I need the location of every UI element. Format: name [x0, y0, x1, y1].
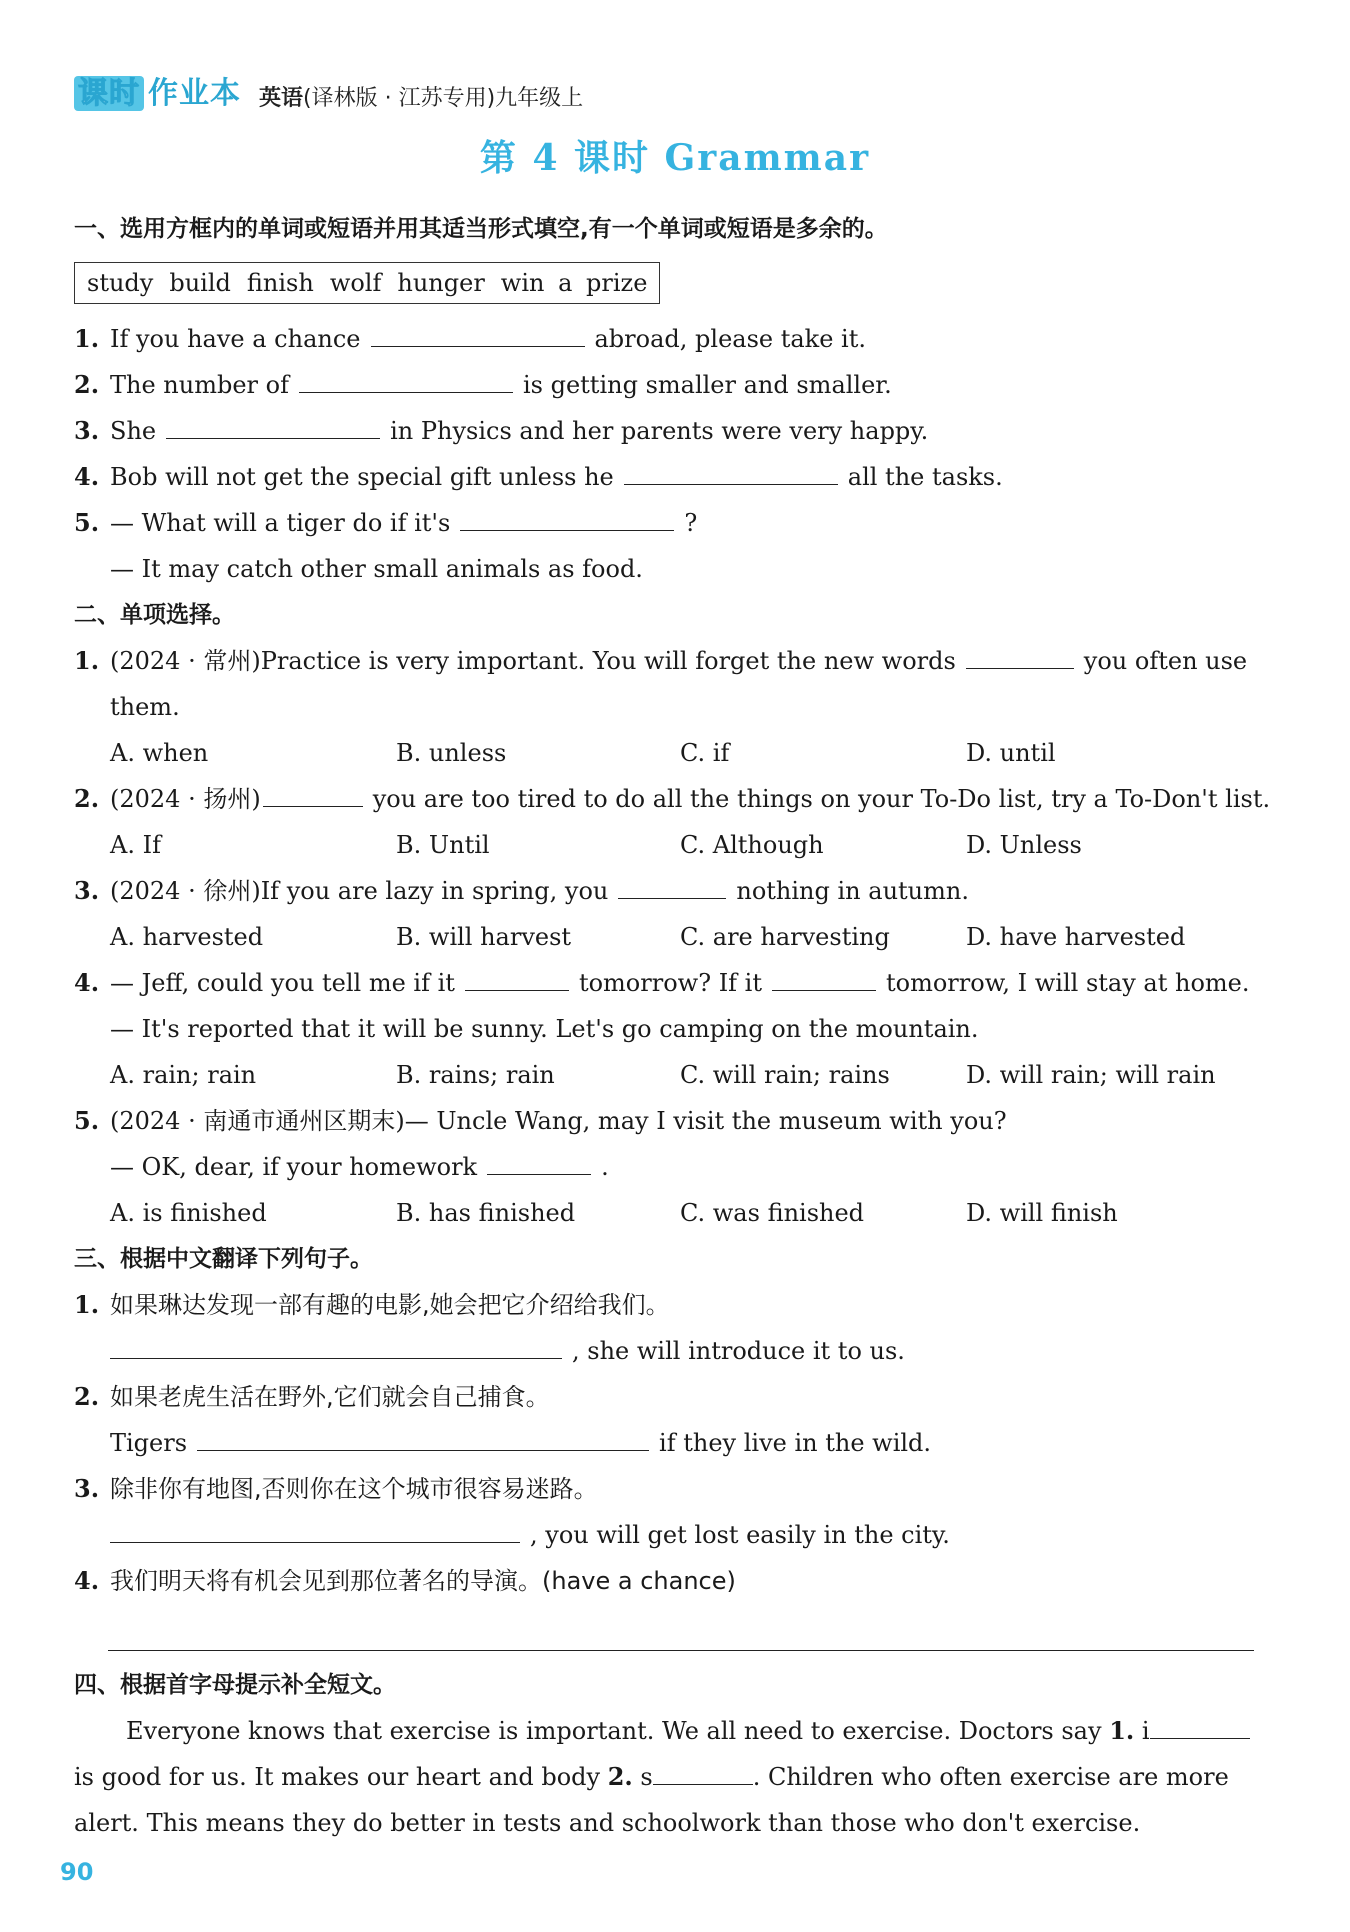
s3-item-2-cn: 2. 如果老虎生活在野外,它们就会自己捕食。: [74, 1382, 550, 1411]
page-title: 第 4 课时 Grammar: [479, 137, 871, 179]
answer-blank[interactable]: [263, 782, 363, 807]
source-tag: (2024 · 扬州): [110, 785, 261, 813]
s2-q1-cont: them.: [110, 693, 180, 721]
option-b[interactable]: B. Until: [396, 831, 490, 859]
s1-item-2: 2. The number of is getting smaller and smaller.: [74, 370, 892, 399]
passage: Everyone knows that exercise is important. We all need to exercise. Doctors say 1. i is good for us. It makes our heart and body 2. s . Children who often exercise are more alert. This means they do better in tests and schoolwork than those who don't exercise.: [74, 1708, 1254, 1846]
s1-item-1: 1. If you have a chance abroad, please take it.: [74, 324, 866, 353]
option-d[interactable]: D. have harvested: [966, 923, 1186, 951]
source-tag: (2024 · 南通市通州区期末): [110, 1107, 405, 1135]
option-a[interactable]: A. If: [110, 831, 161, 859]
option-b[interactable]: B. unless: [396, 739, 507, 767]
word-option: finish: [246, 269, 314, 297]
section1-heading: 一、选用方框内的单词或短语并用其适当形式填空,有一个单词或短语是多余的。: [74, 216, 888, 242]
answer-blank[interactable]: [487, 1150, 591, 1175]
s2-q5-reply: — OK, dear, if your homework .: [110, 1150, 609, 1184]
answer-blank[interactable]: [966, 644, 1074, 669]
s2-q5: 5. (2024 · 南通市通州区期末)— Uncle Wang, may I visit the museum with you?: [74, 1106, 1007, 1135]
word-option: win a prize: [500, 269, 648, 297]
word-option: hunger: [397, 269, 485, 297]
page-number: 90: [60, 1858, 94, 1886]
word-option: build: [169, 269, 231, 297]
option-d[interactable]: D. until: [966, 739, 1056, 767]
book-header: [74, 70, 583, 112]
s2-q1: 1. (2024 · 常州)Practice is very important. You will forget the new words you often use: [74, 646, 1248, 675]
answer-blank[interactable]: [299, 368, 513, 393]
option-a[interactable]: A. harvested: [110, 923, 264, 951]
s3-item-1-cn: 1. 如果琳达发现一部有趣的电影,她会把它介绍给我们。: [74, 1290, 670, 1319]
word-box: [74, 262, 660, 304]
option-c[interactable]: C. was finished: [680, 1199, 865, 1227]
option-b[interactable]: B. rains; rain: [396, 1061, 555, 1089]
answer-blank[interactable]: [166, 414, 380, 439]
option-a[interactable]: A. when: [110, 739, 209, 767]
answer-blank[interactable]: [460, 506, 674, 531]
s3-item-3-cn: 3. 除非你有地图,否则你在这个城市很容易迷路。: [74, 1474, 598, 1503]
answer-blank[interactable]: [624, 460, 838, 485]
s3-item-2-answer: Tigers if they live in the wild.: [110, 1426, 931, 1460]
brand-part2: 作业本: [148, 76, 241, 111]
section4-heading: 四、根据首字母提示补全短文。: [74, 1672, 396, 1698]
word-option: wolf: [329, 269, 382, 297]
passage-blank-2[interactable]: [653, 1760, 753, 1785]
answer-blank[interactable]: [772, 966, 876, 991]
s1-item-5-reply: — It may catch other small animals as food.: [110, 555, 643, 583]
section3-heading: 三、根据中文翻译下列句子。: [74, 1246, 373, 1272]
word-option: study: [87, 269, 154, 297]
s2-q4-reply: — It's reported that it will be sunny. Let's go camping on the mountain.: [110, 1015, 979, 1043]
section2-heading: 二、单项选择。: [74, 602, 235, 628]
option-a[interactable]: A. rain; rain: [110, 1061, 257, 1089]
source-tag: (2024 · 徐州): [110, 877, 261, 905]
translation-blank[interactable]: [110, 1334, 562, 1359]
option-b[interactable]: B. will harvest: [396, 923, 572, 951]
book-subtitle: [259, 81, 583, 112]
s2-q2: 2. (2024 · 扬州) you are too tired to do all the things on your To-Do list, try a To-Don't list.: [74, 784, 1271, 813]
subject: 英语: [259, 86, 304, 111]
option-a[interactable]: A. is finished: [110, 1199, 267, 1227]
option-d[interactable]: D. Unless: [966, 831, 1082, 859]
s1-item-4: 4. Bob will not get the special gift unless he all the tasks.: [74, 462, 1003, 491]
s2-q3: 3. (2024 · 徐州)If you are lazy in spring, you nothing in autumn.: [74, 876, 969, 905]
option-c[interactable]: C. if: [680, 739, 730, 767]
translation-line[interactable]: [108, 1650, 1254, 1651]
s2-q4: 4. — Jeff, could you tell me if it tomorrow? If it tomorrow, I will stay at home.: [74, 968, 1250, 997]
option-c[interactable]: C. are harvesting: [680, 923, 890, 951]
s3-item-4-cn: 4. 我们明天将有机会见到那位著名的导演。(have a chance): [74, 1566, 736, 1595]
option-c[interactable]: C. will rain; rains: [680, 1061, 890, 1089]
option-d[interactable]: D. will finish: [966, 1199, 1118, 1227]
answer-blank[interactable]: [618, 874, 726, 899]
option-c[interactable]: C. Although: [680, 831, 824, 859]
passage-blank-1[interactable]: [1150, 1714, 1250, 1739]
brand-logo: [74, 68, 241, 112]
edition: (译林版 · 江苏专用)九年级上: [303, 86, 584, 111]
answer-blank[interactable]: [371, 322, 585, 347]
s1-item-3: 3. She in Physics and her parents were very happy.: [74, 416, 929, 445]
answer-blank[interactable]: [465, 966, 569, 991]
s3-item-3-answer: , you will get lost easily in the city.: [110, 1518, 950, 1552]
source-tag: (2024 · 常州): [110, 647, 261, 675]
brand-part1: 课时: [74, 76, 144, 111]
translation-blank[interactable]: [197, 1426, 649, 1451]
translation-blank[interactable]: [110, 1518, 520, 1543]
option-d[interactable]: D. will rain; will rain: [966, 1061, 1216, 1089]
s1-item-5: 5. — What will a tiger do if it's ?: [74, 508, 698, 537]
s3-item-1-answer: , she will introduce it to us.: [110, 1334, 905, 1368]
option-b[interactable]: B. has finished: [396, 1199, 576, 1227]
